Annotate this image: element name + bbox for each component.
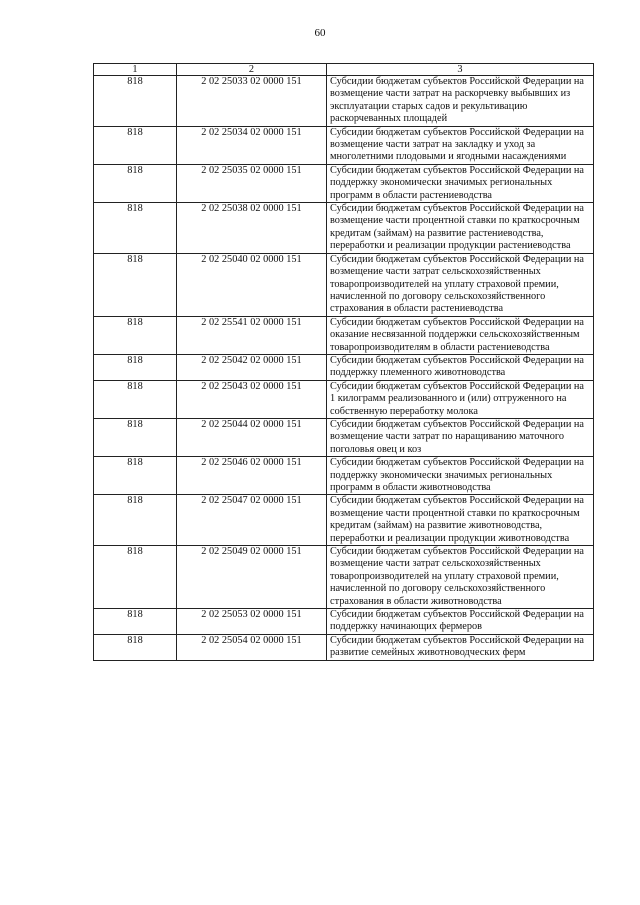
budget-code-cell: 2 02 25044 02 0000 151 <box>177 418 327 456</box>
admin-code-cell: 818 <box>94 316 177 354</box>
table-header-row <box>94 64 594 76</box>
description-cell: Субсидии бюджетам субъектов Российской Федерации на возмещение части затрат сельскохозяйственных товаропроизводителей на уплату страховой премии, начисленной по договору сельскохозяйственного страхования в области животноводства <box>327 546 594 609</box>
budget-code-cell: 2 02 25034 02 0000 151 <box>177 126 327 164</box>
admin-code-cell: 818 <box>94 634 177 660</box>
budget-code-cell: 2 02 25047 02 0000 151 <box>177 495 327 546</box>
budget-code-cell: 2 02 25042 02 0000 151 <box>177 354 327 380</box>
table-row <box>94 418 594 456</box>
table-row <box>94 546 594 609</box>
budget-code-cell: 2 02 25038 02 0000 151 <box>177 203 327 254</box>
table-row <box>94 76 594 127</box>
budget-code-cell: 2 02 25541 02 0000 151 <box>177 316 327 354</box>
table-row <box>94 609 594 635</box>
table-row <box>94 164 594 202</box>
budget-codes-table <box>93 63 594 661</box>
admin-code-cell: 818 <box>94 609 177 635</box>
admin-code-cell: 818 <box>94 546 177 609</box>
description-cell: Субсидии бюджетам субъектов Российской Федерации на возмещение части затрат на закладку и уход за многолетними плодовыми и ягодными насаждениями <box>327 126 594 164</box>
budget-code-cell: 2 02 25040 02 0000 151 <box>177 253 327 316</box>
page-number: 60 <box>314 27 326 39</box>
table-row <box>94 203 594 254</box>
admin-code-cell: 818 <box>94 164 177 202</box>
table-row <box>94 354 594 380</box>
admin-code-cell: 818 <box>94 495 177 546</box>
description-cell: Субсидии бюджетам субъектов Российской Федерации на поддержку начинающих фермеров <box>327 609 594 635</box>
description-cell: Субсидии бюджетам субъектов Российской Федерации на поддержку экономически значимых региональных программ в области животноводства <box>327 457 594 495</box>
table-row <box>94 634 594 660</box>
description-cell: Субсидии бюджетам субъектов Российской Федерации на поддержку экономически значимых региональных программ в области растениеводства <box>327 164 594 202</box>
table-row <box>94 495 594 546</box>
budget-code-cell: 2 02 25053 02 0000 151 <box>177 609 327 635</box>
column-header-2: 2 <box>177 64 327 76</box>
description-cell: Субсидии бюджетам субъектов Российской Федерации на оказание несвязанной поддержки сельскохозяйственным товаропроизводителям в области растениеводства <box>327 316 594 354</box>
budget-code-cell: 2 02 25033 02 0000 151 <box>177 76 327 127</box>
column-header-3: 3 <box>327 64 594 76</box>
table-row <box>94 380 594 418</box>
budget-code-cell: 2 02 25054 02 0000 151 <box>177 634 327 660</box>
budget-code-cell: 2 02 25049 02 0000 151 <box>177 546 327 609</box>
admin-code-cell: 818 <box>94 418 177 456</box>
admin-code-cell: 818 <box>94 76 177 127</box>
admin-code-cell: 818 <box>94 253 177 316</box>
description-cell: Субсидии бюджетам субъектов Российской Федерации на возмещение части затрат по наращиванию маточного поголовья овец и коз <box>327 418 594 456</box>
description-cell: Субсидии бюджетам субъектов Российской Федерации на возмещение части процентной ставки по краткосрочным кредитам (займам) на развитие растениеводства, переработки и реализации продукции растениеводства <box>327 203 594 254</box>
admin-code-cell: 818 <box>94 457 177 495</box>
table-row <box>94 253 594 316</box>
budget-code-cell: 2 02 25035 02 0000 151 <box>177 164 327 202</box>
description-cell: Субсидии бюджетам субъектов Российской Федерации на возмещение части затрат сельскохозяйственных товаропроизводителей на уплату страховой премии, начисленной по договору сельскохозяйственного страхования в области растениеводства <box>327 253 594 316</box>
column-header-1: 1 <box>94 64 177 76</box>
table-row <box>94 126 594 164</box>
admin-code-cell: 818 <box>94 203 177 254</box>
description-cell: Субсидии бюджетам субъектов Российской Федерации на развитие семейных животноводческих ферм <box>327 634 594 660</box>
admin-code-cell: 818 <box>94 354 177 380</box>
budget-code-cell: 2 02 25043 02 0000 151 <box>177 380 327 418</box>
admin-code-cell: 818 <box>94 126 177 164</box>
admin-code-cell: 818 <box>94 380 177 418</box>
description-cell: Субсидии бюджетам субъектов Российской Федерации на возмещение части процентной ставки по краткосрочным кредитам (займам) на развитие животноводства, переработки и реализации продукции животноводства <box>327 495 594 546</box>
description-cell: Субсидии бюджетам субъектов Российской Федерации на поддержку племенного животноводства <box>327 354 594 380</box>
table-row <box>94 457 594 495</box>
budget-code-cell: 2 02 25046 02 0000 151 <box>177 457 327 495</box>
description-cell: Субсидии бюджетам субъектов Российской Федерации на 1 килограмм реализованного и (или) отгруженного на собственную переработку молока <box>327 380 594 418</box>
table-row <box>94 316 594 354</box>
description-cell: Субсидии бюджетам субъектов Российской Федерации на возмещение части затрат на раскорчевку выбывших из эксплуатации старых садов и рекультивацию раскорчеванных площадей <box>327 76 594 127</box>
